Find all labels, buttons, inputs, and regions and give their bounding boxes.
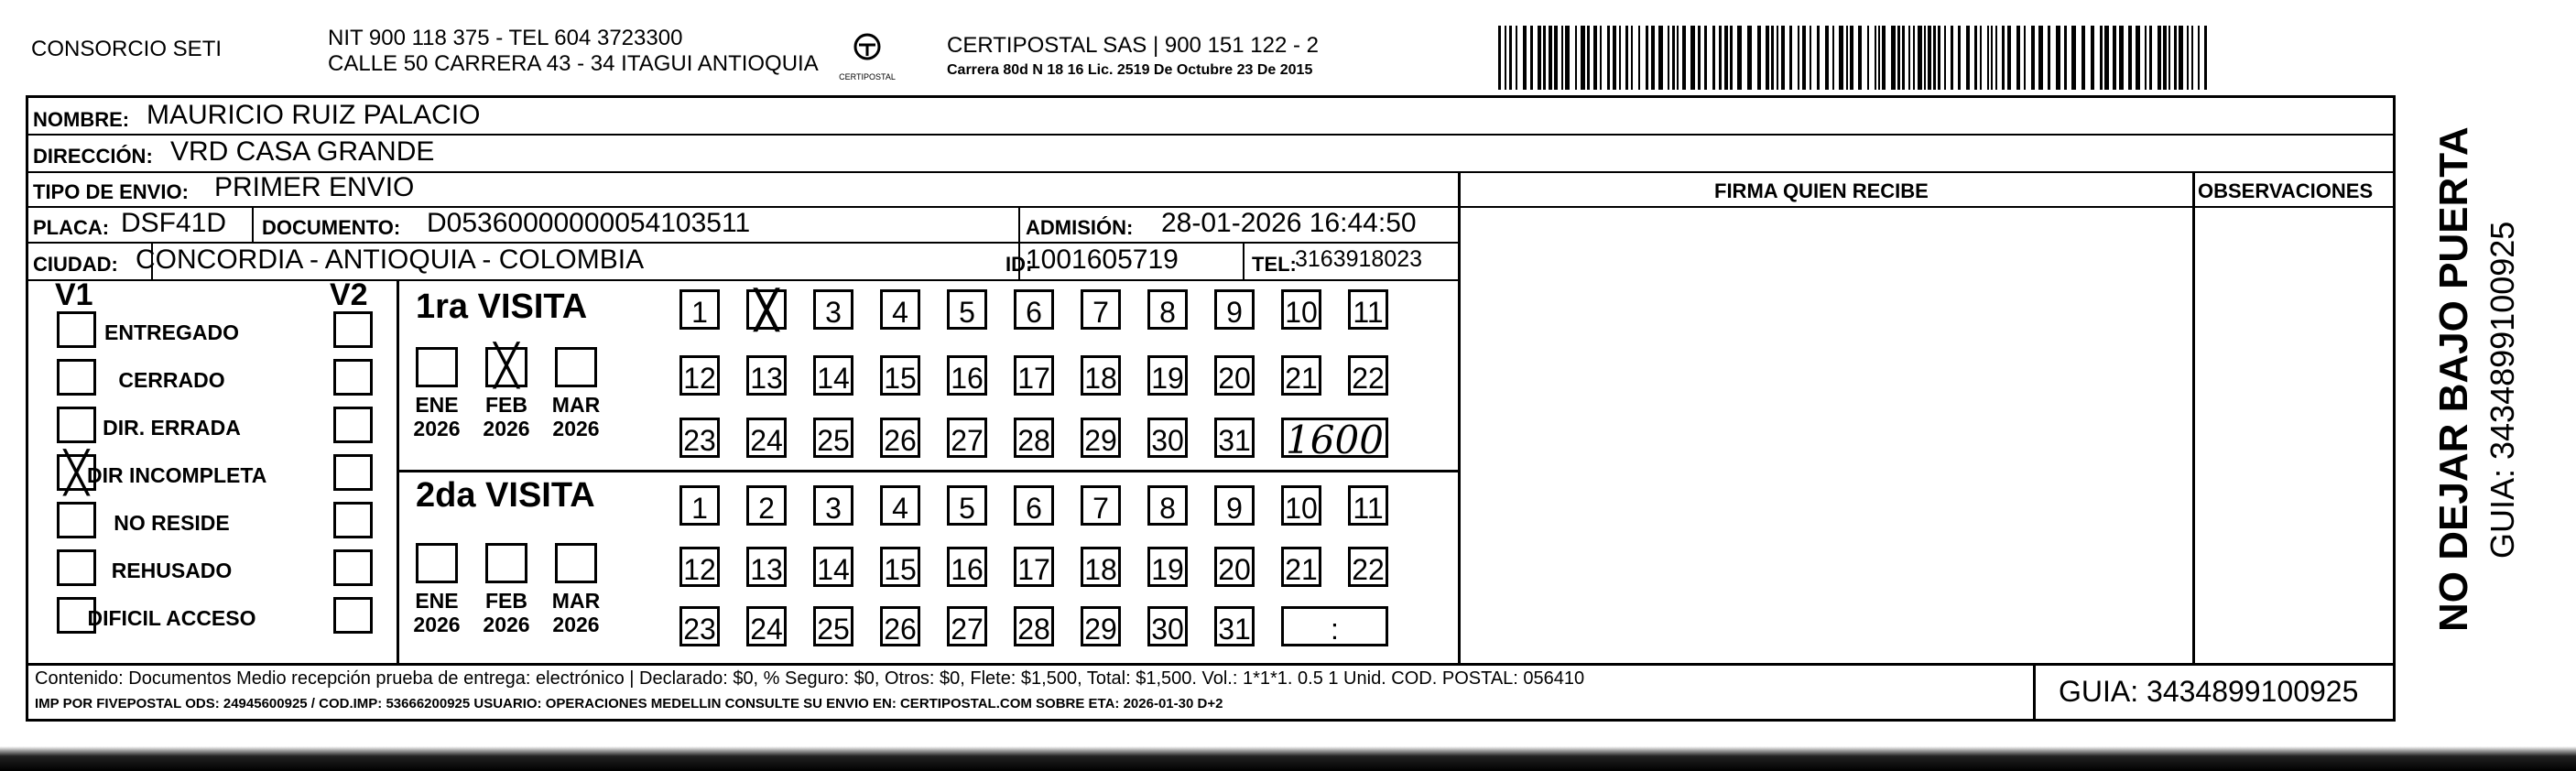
- col-line: [1458, 171, 1461, 663]
- barcode-bar: [1690, 26, 1695, 90]
- barcode-bar: [2158, 26, 2161, 90]
- barcode-bar: [1908, 26, 1910, 90]
- month-year: 2026: [483, 613, 530, 636]
- admision-value: 28-01-2026 16:44:50: [1161, 208, 1417, 238]
- second-visit-day-cell[interactable]: 26: [880, 606, 920, 646]
- no-dejar-warning: NO DEJAR BAJO PUERTA: [2431, 126, 2476, 632]
- frame-left: [26, 95, 28, 722]
- nombre-label: NOMBRE:: [33, 108, 130, 131]
- id-value: 1001605719: [1026, 244, 1179, 275]
- tel-value: 3163918023: [1295, 246, 1423, 272]
- barcode-bar: [1858, 26, 1862, 90]
- barcode-bar: [1658, 26, 1663, 90]
- barcode-bar: [1966, 26, 1970, 90]
- month-label: MAR: [551, 393, 601, 417]
- barcode-bar: [2071, 26, 2076, 90]
- second-visit-month-checkbox[interactable]: [485, 543, 527, 583]
- first-visit-day-cell[interactable]: 15: [880, 355, 920, 396]
- first-visit-month-checkbox[interactable]: [555, 347, 597, 387]
- barcode-bar: [1832, 26, 1834, 90]
- col-line: [2033, 663, 2036, 720]
- first-visit-day-cell[interactable]: 14: [813, 355, 853, 396]
- address-line: CALLE 50 CARRERA 43 - 34 ITAGUI ANTIOQUIA: [328, 51, 819, 76]
- second-visit-title: 2da VISITA: [416, 476, 595, 515]
- barcode-bar: [1737, 26, 1742, 90]
- barcode-bar: [1638, 26, 1640, 90]
- first-visit-day-cell[interactable]: 22: [1348, 355, 1388, 396]
- barcode-bar: [1561, 26, 1563, 90]
- first-visit-day-cell[interactable]: 24: [746, 418, 787, 458]
- first-visit-month-checkbox[interactable]: [416, 347, 458, 387]
- second-visit-day-cell[interactable]: 2: [746, 485, 787, 526]
- month-label: ENE: [415, 589, 459, 613]
- second-visit-day-cell[interactable]: 19: [1147, 547, 1188, 587]
- row-line: [26, 663, 2395, 666]
- contenido-line: Contenido: Documentos Medio recepción prueba de entrega: electrónico | Declarado: $0, % Seguro: $0, Otros: $0, Flete: $1,500, Total: $1,500. Vol.: 1*1*1. 0.5 1 Unid. COD. POSTAL: 056410: [35, 668, 1585, 689]
- status-reason-label: DIR INCOMPLETA: [87, 463, 267, 487]
- id-label: ID:: [1005, 253, 1033, 276]
- barcode-bar: [1810, 26, 1811, 90]
- first-visit-day-cell[interactable]: 10: [1281, 289, 1321, 330]
- tipo-envio-label: TIPO DE ENVIO:: [33, 180, 189, 203]
- second-visit-day-cell[interactable]: 20: [1214, 547, 1255, 587]
- barcode-bar: [1498, 26, 1501, 90]
- barcode-bar: [2048, 26, 2050, 90]
- row-line: [26, 279, 1460, 281]
- barcode-bar: [1825, 26, 1829, 90]
- barcode-bar: [2163, 26, 2167, 90]
- status-reason-label: CERRADO: [118, 368, 225, 392]
- barcode-bar: [2056, 26, 2060, 90]
- col-line: [1243, 242, 1245, 279]
- v1-checkbox[interactable]: [57, 597, 96, 634]
- first-visit-day-cell[interactable]: 4: [880, 289, 920, 330]
- second-visit-day-cell[interactable]: 8: [1147, 485, 1188, 526]
- first-visit-day-cell[interactable]: 3: [813, 289, 853, 330]
- barcode-bar: [2149, 26, 2152, 90]
- barcode-bar: [1538, 26, 1541, 90]
- barcode-bar: [1944, 26, 1946, 90]
- barcode-bar: [2187, 26, 2189, 90]
- v1-checkbox[interactable]: [57, 311, 96, 348]
- barcode-bar: [2038, 26, 2043, 90]
- first-visit-day-cell[interactable]: ╳: [746, 289, 787, 330]
- barcode-bar: [2119, 26, 2124, 90]
- nombre-value: MAURICIO RUIZ PALACIO: [147, 100, 481, 130]
- first-visit-day-cell[interactable]: 13: [746, 355, 787, 396]
- barcode-bar: [2174, 26, 2177, 90]
- frame-right: [2393, 95, 2396, 722]
- barcode-bar: [1530, 26, 1533, 90]
- barcode-bar: [1974, 26, 1977, 90]
- barcode-bar: [1875, 26, 1876, 90]
- row-line: [26, 134, 2395, 136]
- barcode-bar: [1575, 26, 1577, 90]
- barcode-bar: [1719, 26, 1722, 90]
- barcode-bar: [2179, 26, 2183, 90]
- barcode-bar: [1802, 26, 1806, 90]
- first-visit-day-cell[interactable]: 26: [880, 418, 920, 458]
- second-visit-day-cell[interactable]: 9: [1214, 485, 1255, 526]
- month-year: 2026: [552, 613, 600, 636]
- barcode-bar: [1995, 26, 1997, 90]
- barcode-bar: [2204, 26, 2207, 90]
- second-visit-day-cell[interactable]: 13: [746, 547, 787, 587]
- status-reason-label: ENTREGADO: [104, 320, 239, 344]
- barcode-bar: [2168, 26, 2170, 90]
- barcode-bar: [1698, 26, 1701, 90]
- barcode-bar: [1771, 26, 1774, 90]
- barcode-bar: [1581, 26, 1585, 90]
- barcode-bar: [1516, 26, 1517, 90]
- first-visit-day-cell[interactable]: 30: [1147, 418, 1188, 458]
- barcode-bar: [1607, 26, 1610, 90]
- month-year: 2026: [552, 417, 600, 440]
- second-visit-month-checkbox[interactable]: [555, 543, 597, 583]
- barcode-bar: [2100, 26, 2103, 90]
- second-visit-day-cell[interactable]: 21: [1281, 547, 1321, 587]
- barcode-bar: [1777, 26, 1778, 90]
- second-visit-day-cell[interactable]: 31: [1214, 606, 1255, 646]
- first-visit-day-cell[interactable]: 27: [947, 418, 987, 458]
- barcode-bar: [2104, 26, 2109, 90]
- status-reason-label: REHUSADO: [111, 559, 233, 582]
- second-visit-day-cell[interactable]: 27: [947, 606, 987, 646]
- admision-label: ADMISIÓN:: [1026, 216, 1134, 239]
- footer-guia: GUIA: 3434899100925: [2059, 675, 2359, 708]
- barcode-bar: [1587, 26, 1590, 90]
- barcode-bar: [1600, 26, 1602, 90]
- v2-checkbox[interactable]: [333, 311, 373, 348]
- second-visit-day-cell[interactable]: 6: [1014, 485, 1054, 526]
- barcode-bar: [1991, 26, 1993, 90]
- v2-checkbox[interactable]: [333, 407, 373, 443]
- barcode-bar: [1593, 26, 1597, 90]
- barcode-bar: [1817, 26, 1820, 90]
- barcode-bar: [1938, 26, 1940, 90]
- first-visit-day-cell[interactable]: 18: [1081, 355, 1121, 396]
- first-visit-day-cell[interactable]: 6: [1014, 289, 1054, 330]
- barcode-bar: [1789, 26, 1792, 90]
- barcode-bar: [1523, 26, 1527, 90]
- barcode-bar: [1882, 26, 1886, 90]
- v1-checkbox[interactable]: [57, 502, 96, 538]
- second-visit-day-cell[interactable]: 23: [679, 606, 720, 646]
- barcode-bar: [1625, 26, 1628, 90]
- placa-label: PLACA:: [33, 216, 110, 239]
- barcode-bar: [1646, 26, 1648, 90]
- first-visit-day-cell[interactable]: 11: [1348, 289, 1388, 330]
- status-reason-label: DIR. ERRADA: [103, 416, 241, 440]
- barcode-bar: [1897, 26, 1900, 90]
- first-visit-day-cell[interactable]: 23: [679, 418, 720, 458]
- second-visit-month-checkbox[interactable]: [416, 543, 458, 583]
- barcode-bar: [1565, 26, 1570, 90]
- barcode-bar: [1509, 26, 1512, 90]
- firma-label: FIRMA QUIEN RECIBE: [1714, 179, 1929, 202]
- first-visit-day-cell[interactable]: 29: [1081, 418, 1121, 458]
- tipo-envio-value: PRIMER ENVIO: [214, 172, 415, 202]
- documento-label: DOCUMENTO:: [262, 216, 401, 239]
- col-line: [2192, 171, 2195, 663]
- second-visit-day-cell[interactable]: 14: [813, 547, 853, 587]
- second-visit-day-cell[interactable]: 4: [880, 485, 920, 526]
- v2-checkbox[interactable]: [333, 454, 373, 491]
- barcode-bar: [2024, 26, 2026, 90]
- second-visit-day-cell[interactable]: 7: [1081, 485, 1121, 526]
- second-visit-day-cell[interactable]: 12: [679, 547, 720, 587]
- barcode-bar: [1549, 26, 1552, 90]
- month-label: MAR: [551, 589, 601, 613]
- v2-label: V2: [330, 277, 368, 312]
- barcode-bar: [1631, 26, 1633, 90]
- documento-value: D05360000000054103511: [427, 208, 751, 238]
- first-visit-day-cell[interactable]: 28: [1014, 418, 1054, 458]
- barcode-bar: [2091, 26, 2094, 90]
- barcode-bar: [1867, 26, 1869, 90]
- first-visit-day-cell[interactable]: 5: [947, 289, 987, 330]
- barcode-bar: [2128, 26, 2132, 90]
- barcode-bar: [2198, 26, 2200, 90]
- status-reason-label: NO RESIDE: [114, 511, 230, 535]
- second-visit-day-cell[interactable]: 25: [813, 606, 853, 646]
- barcode-bar: [1951, 26, 1953, 90]
- barcode-bar: [2145, 26, 2147, 90]
- barcode: [1498, 26, 2212, 90]
- barcode-bar: [1724, 26, 1728, 90]
- side-guia: GUIA: 3434899100925: [2484, 221, 2521, 559]
- barcode-bar: [2064, 26, 2067, 90]
- first-visit-day-cell[interactable]: 16: [947, 355, 987, 396]
- barcode-bar: [1712, 26, 1715, 90]
- second-visit-day-cell[interactable]: 11: [1348, 485, 1388, 526]
- barcode-bar: [1554, 26, 1558, 90]
- barcode-bar: [1505, 26, 1506, 90]
- barcode-bar: [1839, 26, 1843, 90]
- barcode-bar: [1987, 26, 1989, 90]
- barcode-bar: [1704, 26, 1707, 90]
- company-name: CONSORCIO SETI: [31, 37, 223, 61]
- v2-checkbox[interactable]: [333, 359, 373, 396]
- first-visit-day-cell[interactable]: 7: [1081, 289, 1121, 330]
- certipostal-line: CERTIPOSTAL SAS | 900 151 122 - 2: [947, 33, 1319, 58]
- second-visit-day-cell[interactable]: 1: [679, 485, 720, 526]
- barcode-bar: [1958, 26, 1961, 90]
- barcode-bar: [1651, 26, 1655, 90]
- barcode-bar: [1918, 26, 1922, 90]
- month-label: FEB: [485, 393, 527, 417]
- month-year: 2026: [483, 417, 530, 440]
- barcode-bar: [1619, 26, 1621, 90]
- month-year: 2026: [413, 417, 461, 440]
- barcode-bar: [1798, 26, 1799, 90]
- barcode-bar: [2081, 26, 2085, 90]
- second-visit-day-cell[interactable]: 24: [746, 606, 787, 646]
- second-visit-day-cell[interactable]: 18: [1081, 547, 1121, 587]
- month-year: 2026: [413, 613, 461, 636]
- status-reason-label: DIFICIL ACCESO: [87, 606, 256, 630]
- license-line: Carrera 80d N 18 16 Lic. 2519 De Octubre 23 De 2015: [947, 62, 1313, 78]
- barcode-bar: [1766, 26, 1769, 90]
- barcode-bar: [1682, 26, 1686, 90]
- second-visit-day-cell[interactable]: 29: [1081, 606, 1121, 646]
- first-visit-day-cell[interactable]: 9: [1214, 289, 1255, 330]
- barcode-bar: [1928, 26, 1931, 90]
- v1-label: V1: [55, 277, 93, 312]
- month-label: ENE: [415, 393, 459, 417]
- placa-value: DSF41D: [121, 208, 227, 238]
- barcode-bar: [2113, 26, 2116, 90]
- barcode-bar: [1846, 26, 1848, 90]
- barcode-bar: [1730, 26, 1733, 90]
- visit-divider: [397, 470, 1458, 472]
- direccion-label: DIRECCIÓN:: [33, 145, 153, 168]
- first-visit-day-cell[interactable]: 20: [1214, 355, 1255, 396]
- barcode-bar: [1980, 26, 1982, 90]
- second-visit-day-cell[interactable]: 5: [947, 485, 987, 526]
- first-visit-title: 1ra VISITA: [416, 288, 588, 326]
- second-visit-day-cell[interactable]: 10: [1281, 485, 1321, 526]
- scan-edge: [0, 746, 2576, 771]
- second-visit-day-cell[interactable]: 22: [1348, 547, 1388, 587]
- barcode-bar: [1543, 26, 1546, 90]
- second-visit-day-cell[interactable]: 17: [1014, 547, 1054, 587]
- v2-checkbox[interactable]: [333, 597, 373, 634]
- v1-checkbox[interactable]: [57, 359, 96, 396]
- barcode-bar: [1672, 26, 1675, 90]
- observaciones-label: OBSERVACIONES: [2198, 179, 2374, 202]
- v1-checkbox[interactable]: [57, 407, 96, 443]
- barcode-bar: [1850, 26, 1853, 90]
- barcode-bar: [2031, 26, 2035, 90]
- barcode-bar: [1781, 26, 1785, 90]
- barcode-bar: [1613, 26, 1616, 90]
- second-visit-day-cell[interactable]: 28: [1014, 606, 1054, 646]
- tel-label: TEL:: [1252, 253, 1297, 276]
- first-visit-day-cell[interactable]: 1: [679, 289, 720, 330]
- v2-checkbox[interactable]: [333, 502, 373, 538]
- second-visit-day-cell[interactable]: 3: [813, 485, 853, 526]
- barcode-bar: [1878, 26, 1880, 90]
- v1-checkbox[interactable]: [57, 549, 96, 586]
- barcode-bar: [1747, 26, 1752, 90]
- frame-bottom: [26, 719, 2396, 722]
- first-visit-month-checkbox[interactable]: ╳: [485, 347, 527, 387]
- first-visit-day-cell[interactable]: 12: [679, 355, 720, 396]
- svg-text:CERTIPOSTAL: CERTIPOSTAL: [839, 72, 896, 81]
- second-visit-day-cell[interactable]: 16: [947, 547, 987, 587]
- barcode-bar: [1668, 26, 1669, 90]
- barcode-bar: [1677, 26, 1679, 90]
- first-visit-day-cell[interactable]: 8: [1147, 289, 1188, 330]
- first-visit-day-cell[interactable]: 21: [1281, 355, 1321, 396]
- second-visit-day-cell[interactable]: 30: [1147, 606, 1188, 646]
- first-visit-day-cell[interactable]: 25: [813, 418, 853, 458]
- row-line: [1460, 206, 2395, 208]
- first-visit-time-box[interactable]: 1600: [1281, 418, 1388, 458]
- barcode-bar: [1913, 26, 1915, 90]
- col-line: [252, 206, 254, 243]
- v2-checkbox[interactable]: [333, 549, 373, 586]
- ciudad-value: CONCORDIA - ANTIOQUIA - COLOMBIA: [136, 244, 645, 275]
- barcode-bar: [1891, 26, 1896, 90]
- barcode-bar: [1902, 26, 1905, 90]
- first-visit-day-cell[interactable]: 17: [1014, 355, 1054, 396]
- v1-checkbox[interactable]: ╳: [57, 454, 96, 491]
- barcode-bar: [2191, 26, 2193, 90]
- barcode-bar: [1933, 26, 1936, 90]
- direccion-value: VRD CASA GRANDE: [170, 136, 435, 167]
- barcode-bar: [2136, 26, 2140, 90]
- barcode-bar: [2007, 26, 2011, 90]
- barcode-bar: [1924, 26, 1926, 90]
- month-label: FEB: [485, 589, 527, 613]
- imp-line: IMP POR FIVEPOSTAL ODS: 24945600925 / COD.IMP: 53666200925 USUARIO: OPERACIONES MEDELLIN CONSULTE SU ENVIO EN: CERTIPOSTAL.COM SOBRE ETA: 2026-01-30 D+2: [35, 696, 1223, 711]
- row-line: [26, 242, 1460, 244]
- second-visit-time-box[interactable]: :: [1281, 606, 1388, 646]
- barcode-bar: [2002, 26, 2005, 90]
- barcode-bar: [2016, 26, 2020, 90]
- nit-line: NIT 900 118 375 - TEL 604 3723300: [328, 26, 683, 50]
- frame-top: [26, 95, 2395, 98]
- first-visit-day-cell[interactable]: 19: [1147, 355, 1188, 396]
- first-visit-day-cell[interactable]: 31: [1214, 418, 1255, 458]
- second-visit-day-cell[interactable]: 15: [880, 547, 920, 587]
- ciudad-label: CIUDAD:: [33, 253, 118, 276]
- barcode-bar: [1757, 26, 1761, 90]
- certipostal-logo: [835, 30, 899, 85]
